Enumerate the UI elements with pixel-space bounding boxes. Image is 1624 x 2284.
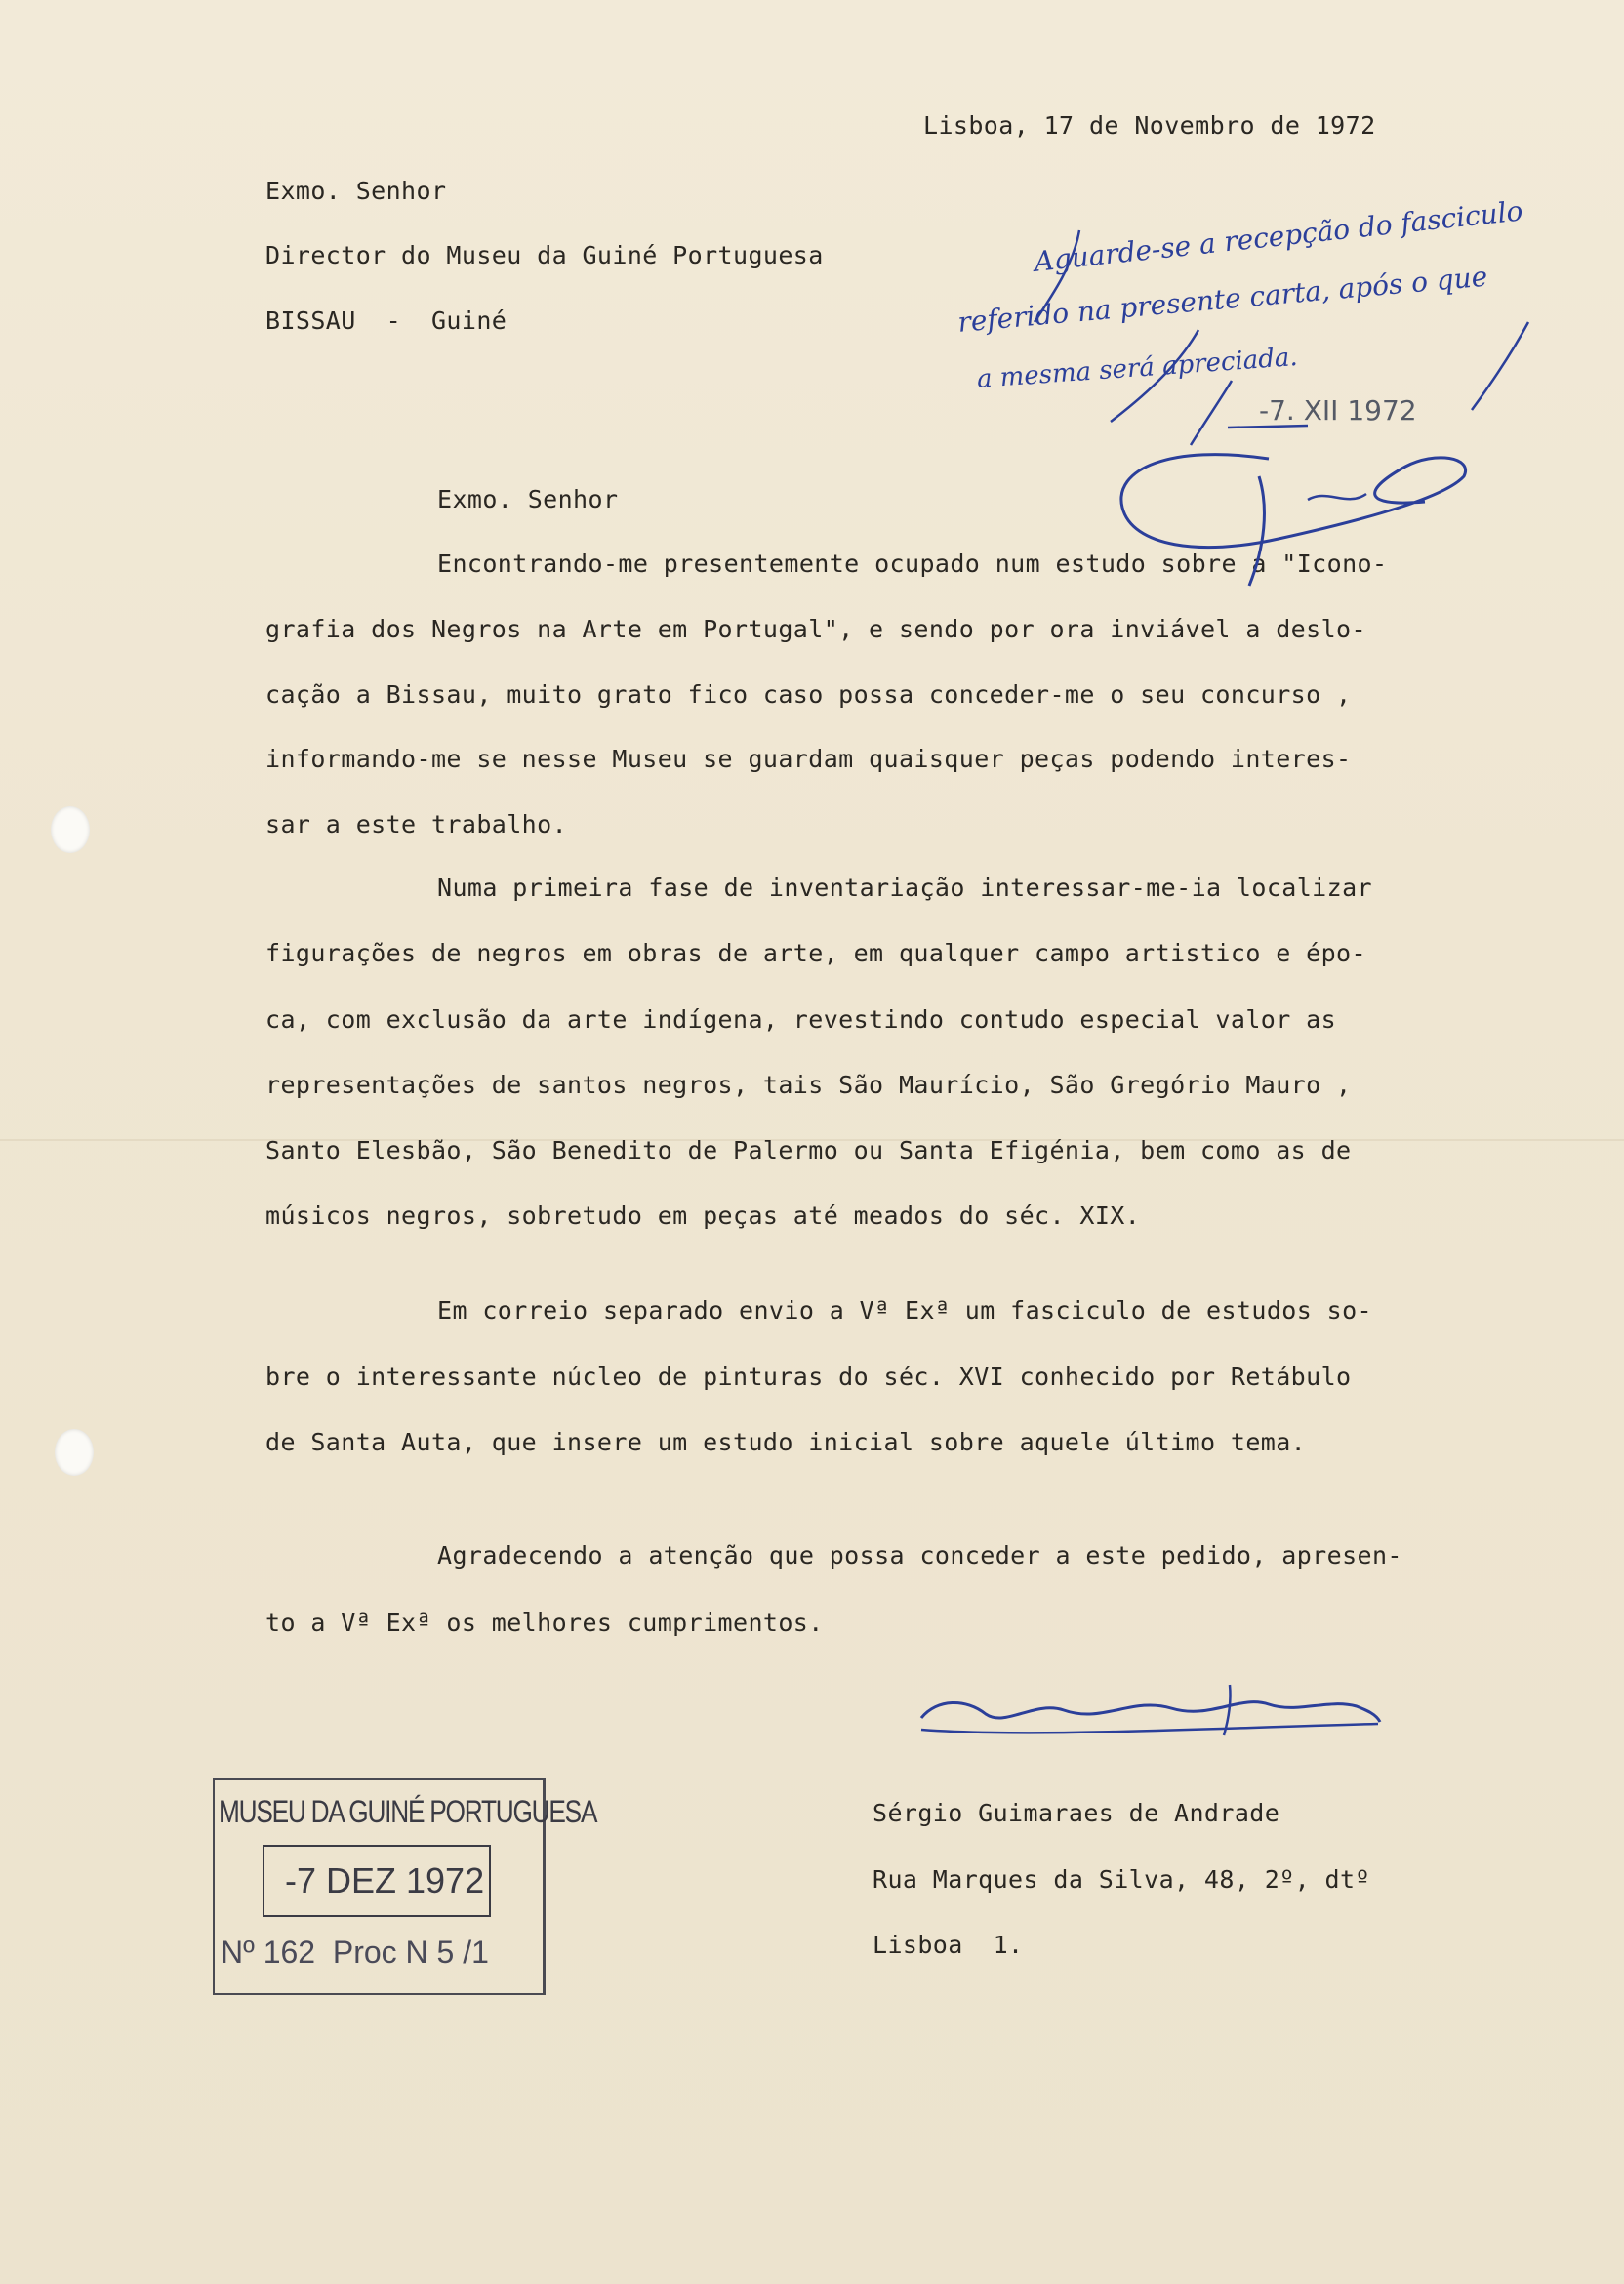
body-line: Numa primeira fase de inventariação interessar-me-ia localizar [437,874,1372,902]
body-line: Santo Elesbão, São Benedito de Palermo ou Santa Efigénia, bem como as de [265,1136,1352,1164]
body-line: representações de santos negros, tais São Maurício, São Gregório Mauro , [265,1071,1352,1099]
annotation-line: referido na presente carta, após o que [956,260,1489,339]
recipient-line: Exmo. Senhor [265,177,447,205]
body-line: sar a este trabalho. [265,810,568,838]
annotation-line: a mesma será apreciada. [976,343,1299,394]
sender-line: Lisboa 1. [873,1931,1024,1959]
body-line: Agradecendo a atenção que possa conceder a este pedido, apresen- [437,1541,1402,1570]
sender-line: Rua Marques da Silva, 48, 2º, dtº [873,1865,1370,1894]
annotation-line: Aguarde-se a recepção do fasciculo [1033,194,1524,278]
signature-stroke [921,1724,1378,1733]
body-line: Em correio separado envio a Vª Exª um fasciculo de estudos so- [437,1296,1372,1325]
stamp-number: Nº 162 Proc N 5 /1 [221,1935,489,1970]
salutation: Exmo. Senhor [437,485,619,513]
recipient-line: BISSAU - Guiné [265,306,508,335]
body-line: Encontrando-me presentemente ocupado num estudo sobre a "Icono- [437,550,1388,578]
body-line: grafia dos Negros na Arte em Portugal", e sendo por ora inviável a deslo- [265,615,1366,643]
place-date: Lisboa, 17 de Novembro de 1972 [923,111,1376,140]
body-line: cação a Bissau, muito grato fico caso possa conceder-me o seu concurso , [265,680,1352,709]
body-line: figurações de negros em obras de arte, em qualquer campo artistico e épo- [265,939,1366,967]
body-line: ca, com exclusão da arte indígena, revestindo contudo especial valor as [265,1005,1337,1034]
annotation-stroke [1035,230,1079,322]
body-line: de Santa Auta, que insere um estudo inicial sobre aquele último tema. [265,1428,1307,1456]
annotation-stroke [1472,322,1528,410]
stamp-title: MUSEU DA GUINÉ PORTUGUESA [219,1794,597,1829]
sender-line: Sérgio Guimaraes de Andrade [873,1799,1280,1827]
initials-stroke [1249,476,1264,586]
body-line: to a Vª Exª os melhores cumprimentos. [265,1609,824,1637]
stamp-date: -7 DEZ 1972 [285,1860,485,1900]
annotation-date: -7. XII 1972 [1259,394,1417,427]
annotation-stroke [1228,426,1308,428]
body-line: músicos negros, sobretudo em peças até meados do séc. XIX. [265,1202,1141,1230]
annotation-stroke [1191,381,1232,445]
annotation-stroke [1111,330,1198,422]
body-line: bre o interessante núcleo de pinturas do séc. XVI conhecido por Retábulo [265,1363,1352,1391]
initials-stroke [1121,455,1466,548]
body-line: informando-me se nesse Museu se guardam quaisquer peças podendo interes- [265,745,1352,773]
recipient-line: Director do Museu da Guiné Portuguesa [265,241,824,269]
initials-stroke [1308,494,1366,500]
